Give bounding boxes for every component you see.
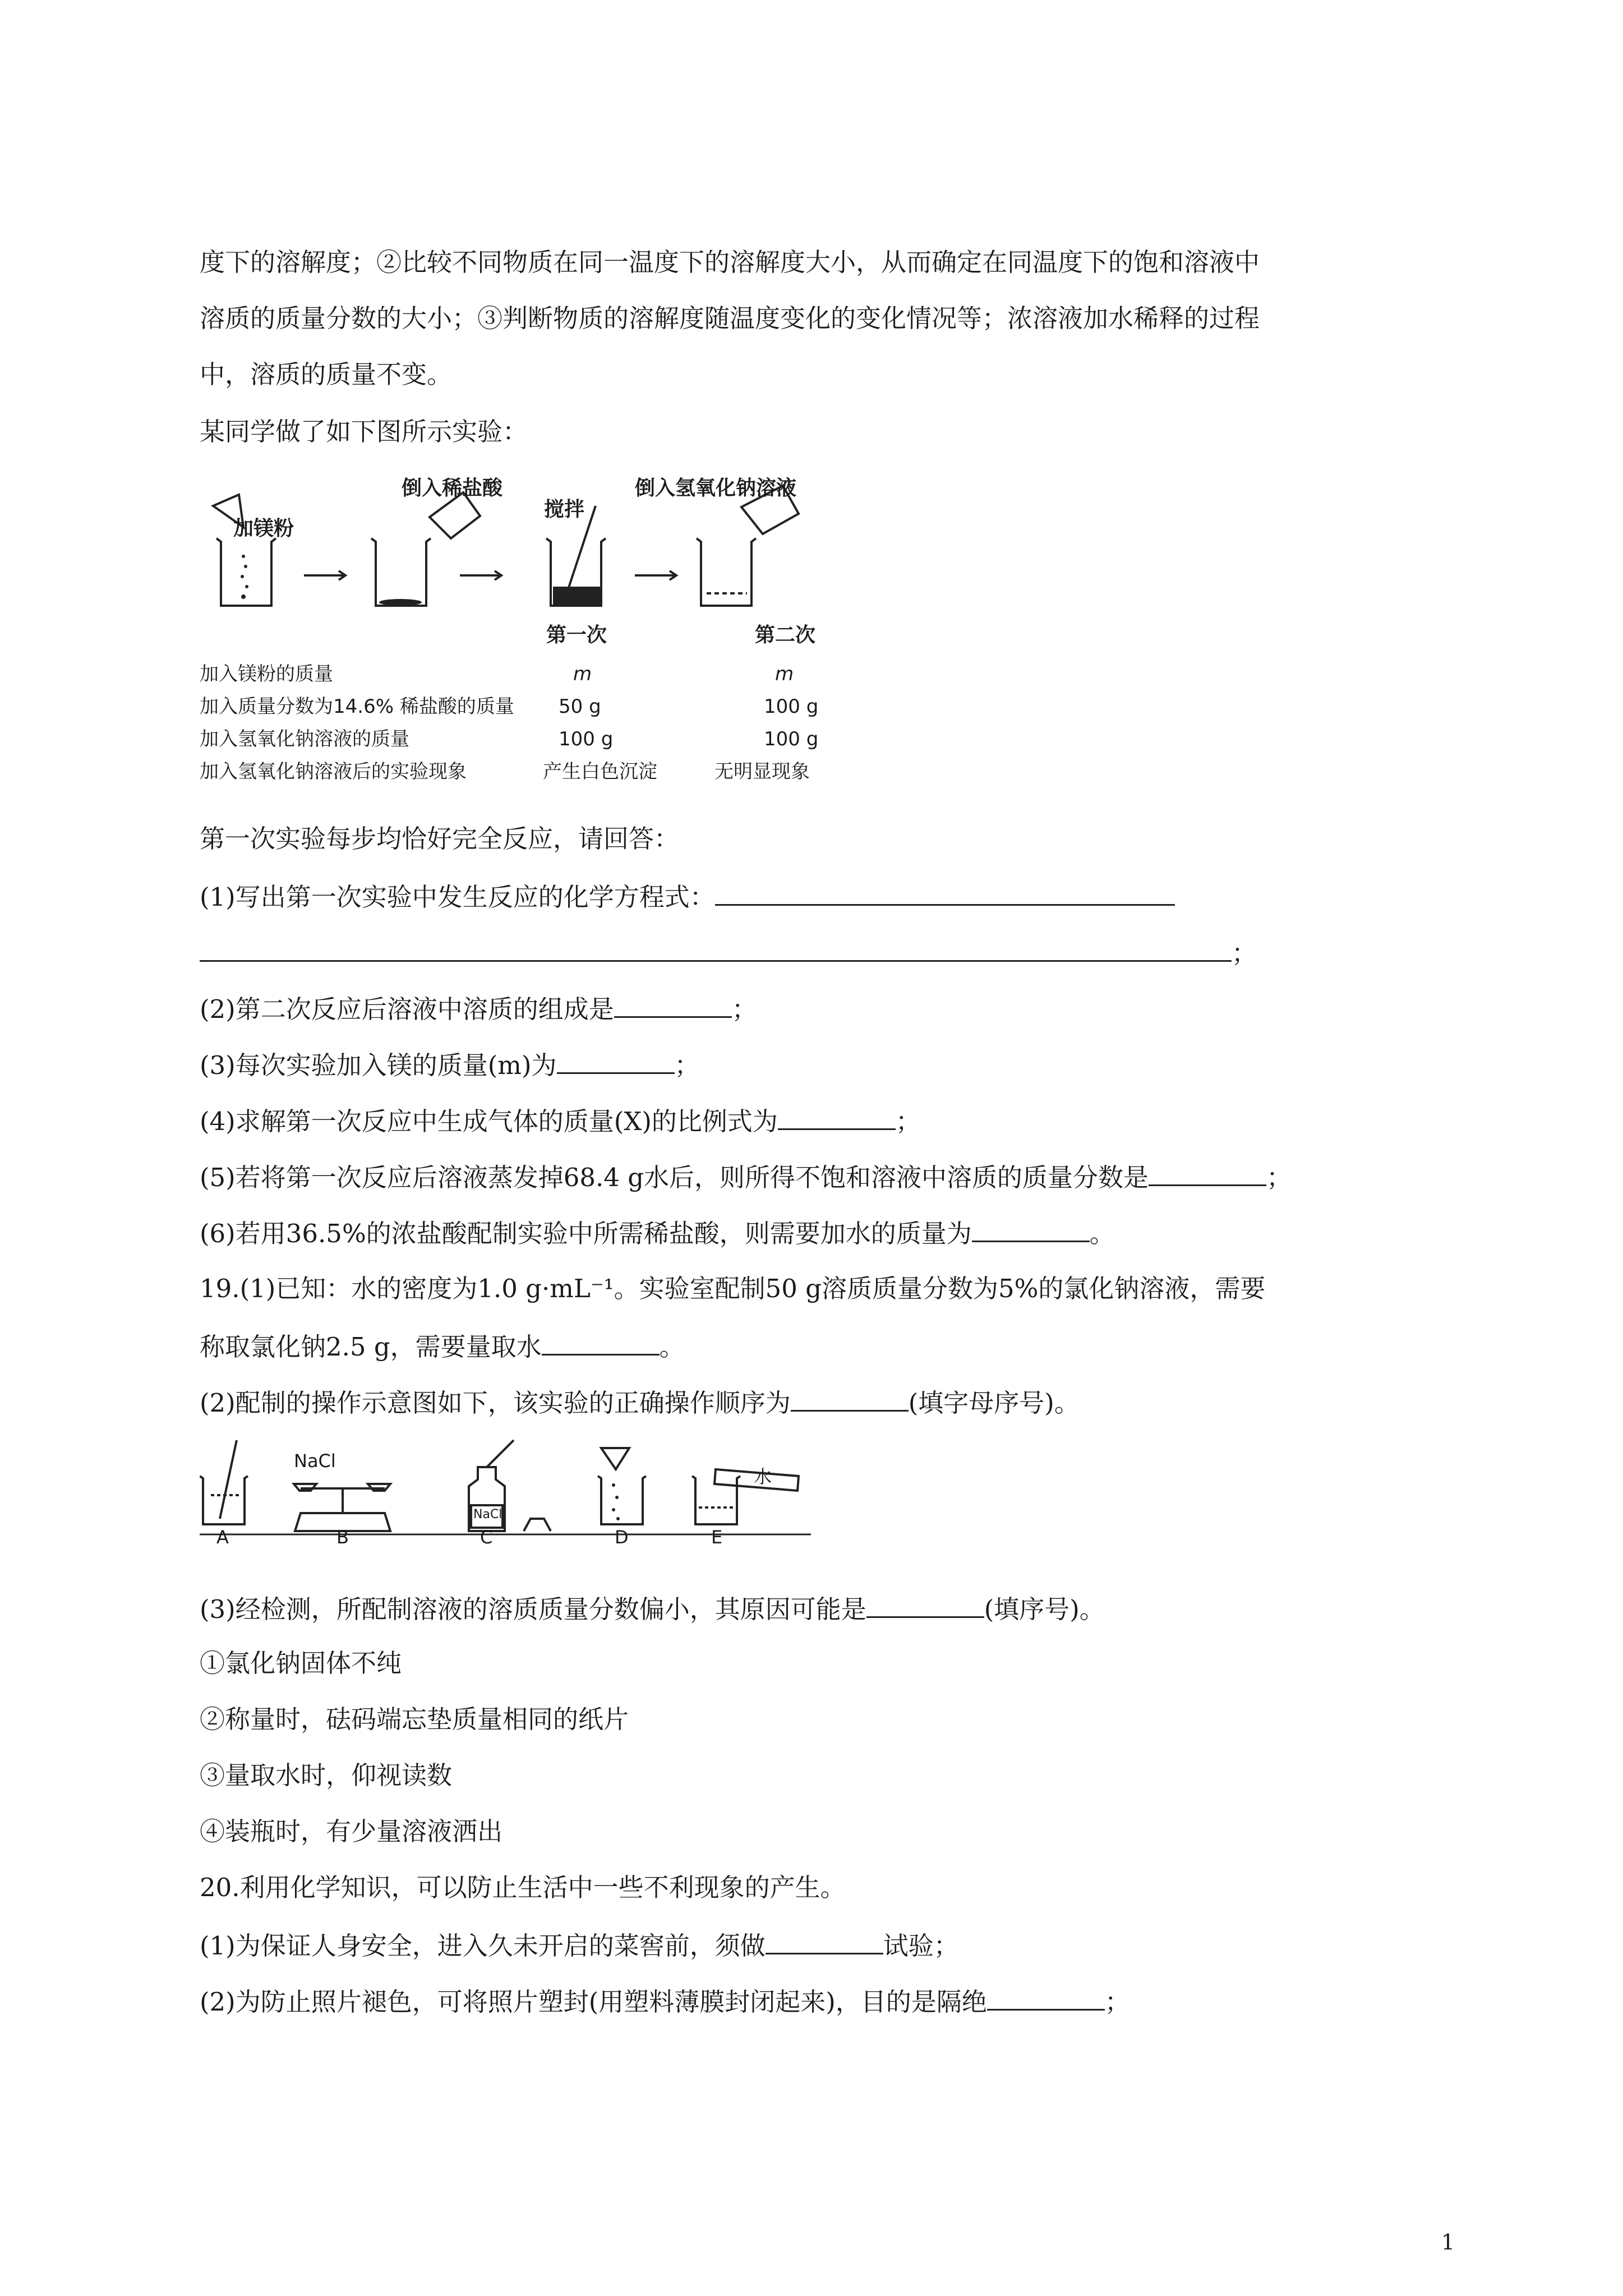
water-label: 水 (754, 1466, 772, 1487)
step-label-c: C (480, 1527, 493, 1548)
q19-option-1: ①氯化钠固体不纯 (200, 1648, 402, 1678)
step-label-a: A (216, 1527, 229, 1548)
q19-part-2: (2)配制的操作示意图如下，该实验的正确操作顺序为 (填字母序号)。 (200, 1384, 1080, 1420)
answer-blank[interactable] (987, 1983, 1105, 2011)
table-cell: 100 g (764, 728, 819, 750)
step-label-b: B (336, 1527, 349, 1548)
q19-part-3: (3)经检测，所配制溶液的溶质质量分数偏小，其原因可能是 (填序号)。 (200, 1590, 1105, 1626)
q18-lead: 某同学做了如下图所示实验： (200, 417, 528, 446)
intro-line-1: 度下的溶解度；②比较不同物质在同一温度下的溶解度大小，从而确定在同温度下的饱和溶液中 (200, 247, 1260, 277)
nacl-bottle-label: NaCl (473, 1507, 502, 1522)
answer-blank[interactable] (778, 1103, 896, 1130)
table-row: 加入镁粉的质量 (200, 663, 333, 685)
q18-part-6: (6)若用36.5%的浓盐酸配制实验中所需稀盐酸，则需要加水的质量为 。 (200, 1215, 1115, 1251)
q18-part-1-cont: ； (200, 934, 1257, 970)
answer-blank[interactable] (557, 1046, 675, 1074)
answer-blank[interactable] (715, 878, 1175, 906)
col-first: 第一次 (546, 624, 607, 647)
table-cell: m (573, 663, 592, 685)
q20-part-2: (2)为防止照片褪色，可将照片塑封(用塑料薄膜封闭起来)，目的是隔绝 ； (200, 1983, 1130, 2019)
table-row: 加入氢氧化钠溶液后的实验现象 (200, 760, 467, 783)
step-stir: 搅拌 (544, 498, 585, 521)
q19-option-4: ④装瓶时，有少量溶液洒出 (200, 1816, 503, 1846)
answer-blank[interactable] (766, 1927, 883, 1954)
page-number: 1 (1441, 2230, 1455, 2254)
table-row: 加入质量分数为14.6% 稀盐酸的质量 (200, 695, 514, 718)
intro-line-2: 溶质的质量分数的大小；③判断物质的溶解度随温度变化的变化情况等；浓溶液加水稀释的过程 (200, 303, 1260, 333)
answer-blank[interactable] (791, 1384, 909, 1412)
table-cell: 无明显现象 (714, 760, 810, 783)
table-row: 加入氢氧化钠溶液的质量 (200, 728, 409, 750)
q18-part-2: (2)第二次反应后溶液中溶质的组成是 ； (200, 990, 757, 1026)
q20-part-1: (1)为保证人身安全，进入久未开启的菜窖前，须做 试验； (200, 1927, 959, 1963)
q18-part-4: (4)求解第一次反应中生成气体的质量(X)的比例式为 ； (200, 1103, 921, 1138)
step-pour-naoh: 倒入氢氧化钠溶液 (635, 477, 797, 500)
step-label-d: D (615, 1527, 629, 1548)
table-cell: m (775, 663, 794, 685)
q19-part-1a: 19.(1)已知：水的密度为1.0 g·mL⁻¹。实验室配制50 g溶质质量分数为5%的氯化钠溶液，需要 (200, 1274, 1266, 1303)
answer-blank[interactable] (542, 1328, 660, 1356)
step-pour-acid: 倒入稀盐酸 (402, 477, 503, 500)
q18-part-1: (1)写出第一次实验中发生反应的化学方程式： (200, 878, 1175, 914)
answer-blank[interactable] (972, 1215, 1090, 1242)
answer-blank[interactable] (200, 934, 1232, 962)
q18-note: 第一次实验每步均恰好完全反应，请回答： (200, 824, 680, 854)
answer-blank[interactable] (1149, 1159, 1266, 1186)
q18-part-5: (5)若将第一次反应后溶液蒸发掉68.4 g水后，则所得不饱和溶液中溶质的质量分数是 ； (200, 1159, 1292, 1195)
experiment-figure (200, 472, 836, 786)
col-second: 第二次 (755, 624, 816, 647)
intro-line-3: 中，溶质的质量不变。 (200, 359, 453, 389)
answer-blank[interactable] (866, 1590, 984, 1618)
step-add-mg: 加镁粉 (233, 517, 294, 540)
q18-part-3: (3)每次实验加入镁的质量(m)为 ； (200, 1046, 700, 1082)
preparation-figure (200, 1435, 811, 1547)
table-cell: 产生白色沉淀 (543, 760, 657, 783)
table-cell: 50 g (559, 695, 601, 718)
step-label-e: E (711, 1527, 723, 1548)
q19-part-1b: 称取氯化钠2.5 g，需要量取水 。 (200, 1328, 685, 1364)
q20-lead: 20.利用化学知识，可以防止生活中一些不利现象的产生。 (200, 1873, 846, 1902)
q19-option-2: ②称量时，砝码端忘垫质量相同的纸片 (200, 1704, 629, 1734)
q19-option-3: ③量取水时，仰视读数 (200, 1760, 453, 1790)
nacl-label: NaCl (294, 1450, 336, 1472)
answer-blank[interactable] (614, 990, 732, 1018)
table-cell: 100 g (559, 728, 614, 750)
table-cell: 100 g (764, 695, 819, 718)
